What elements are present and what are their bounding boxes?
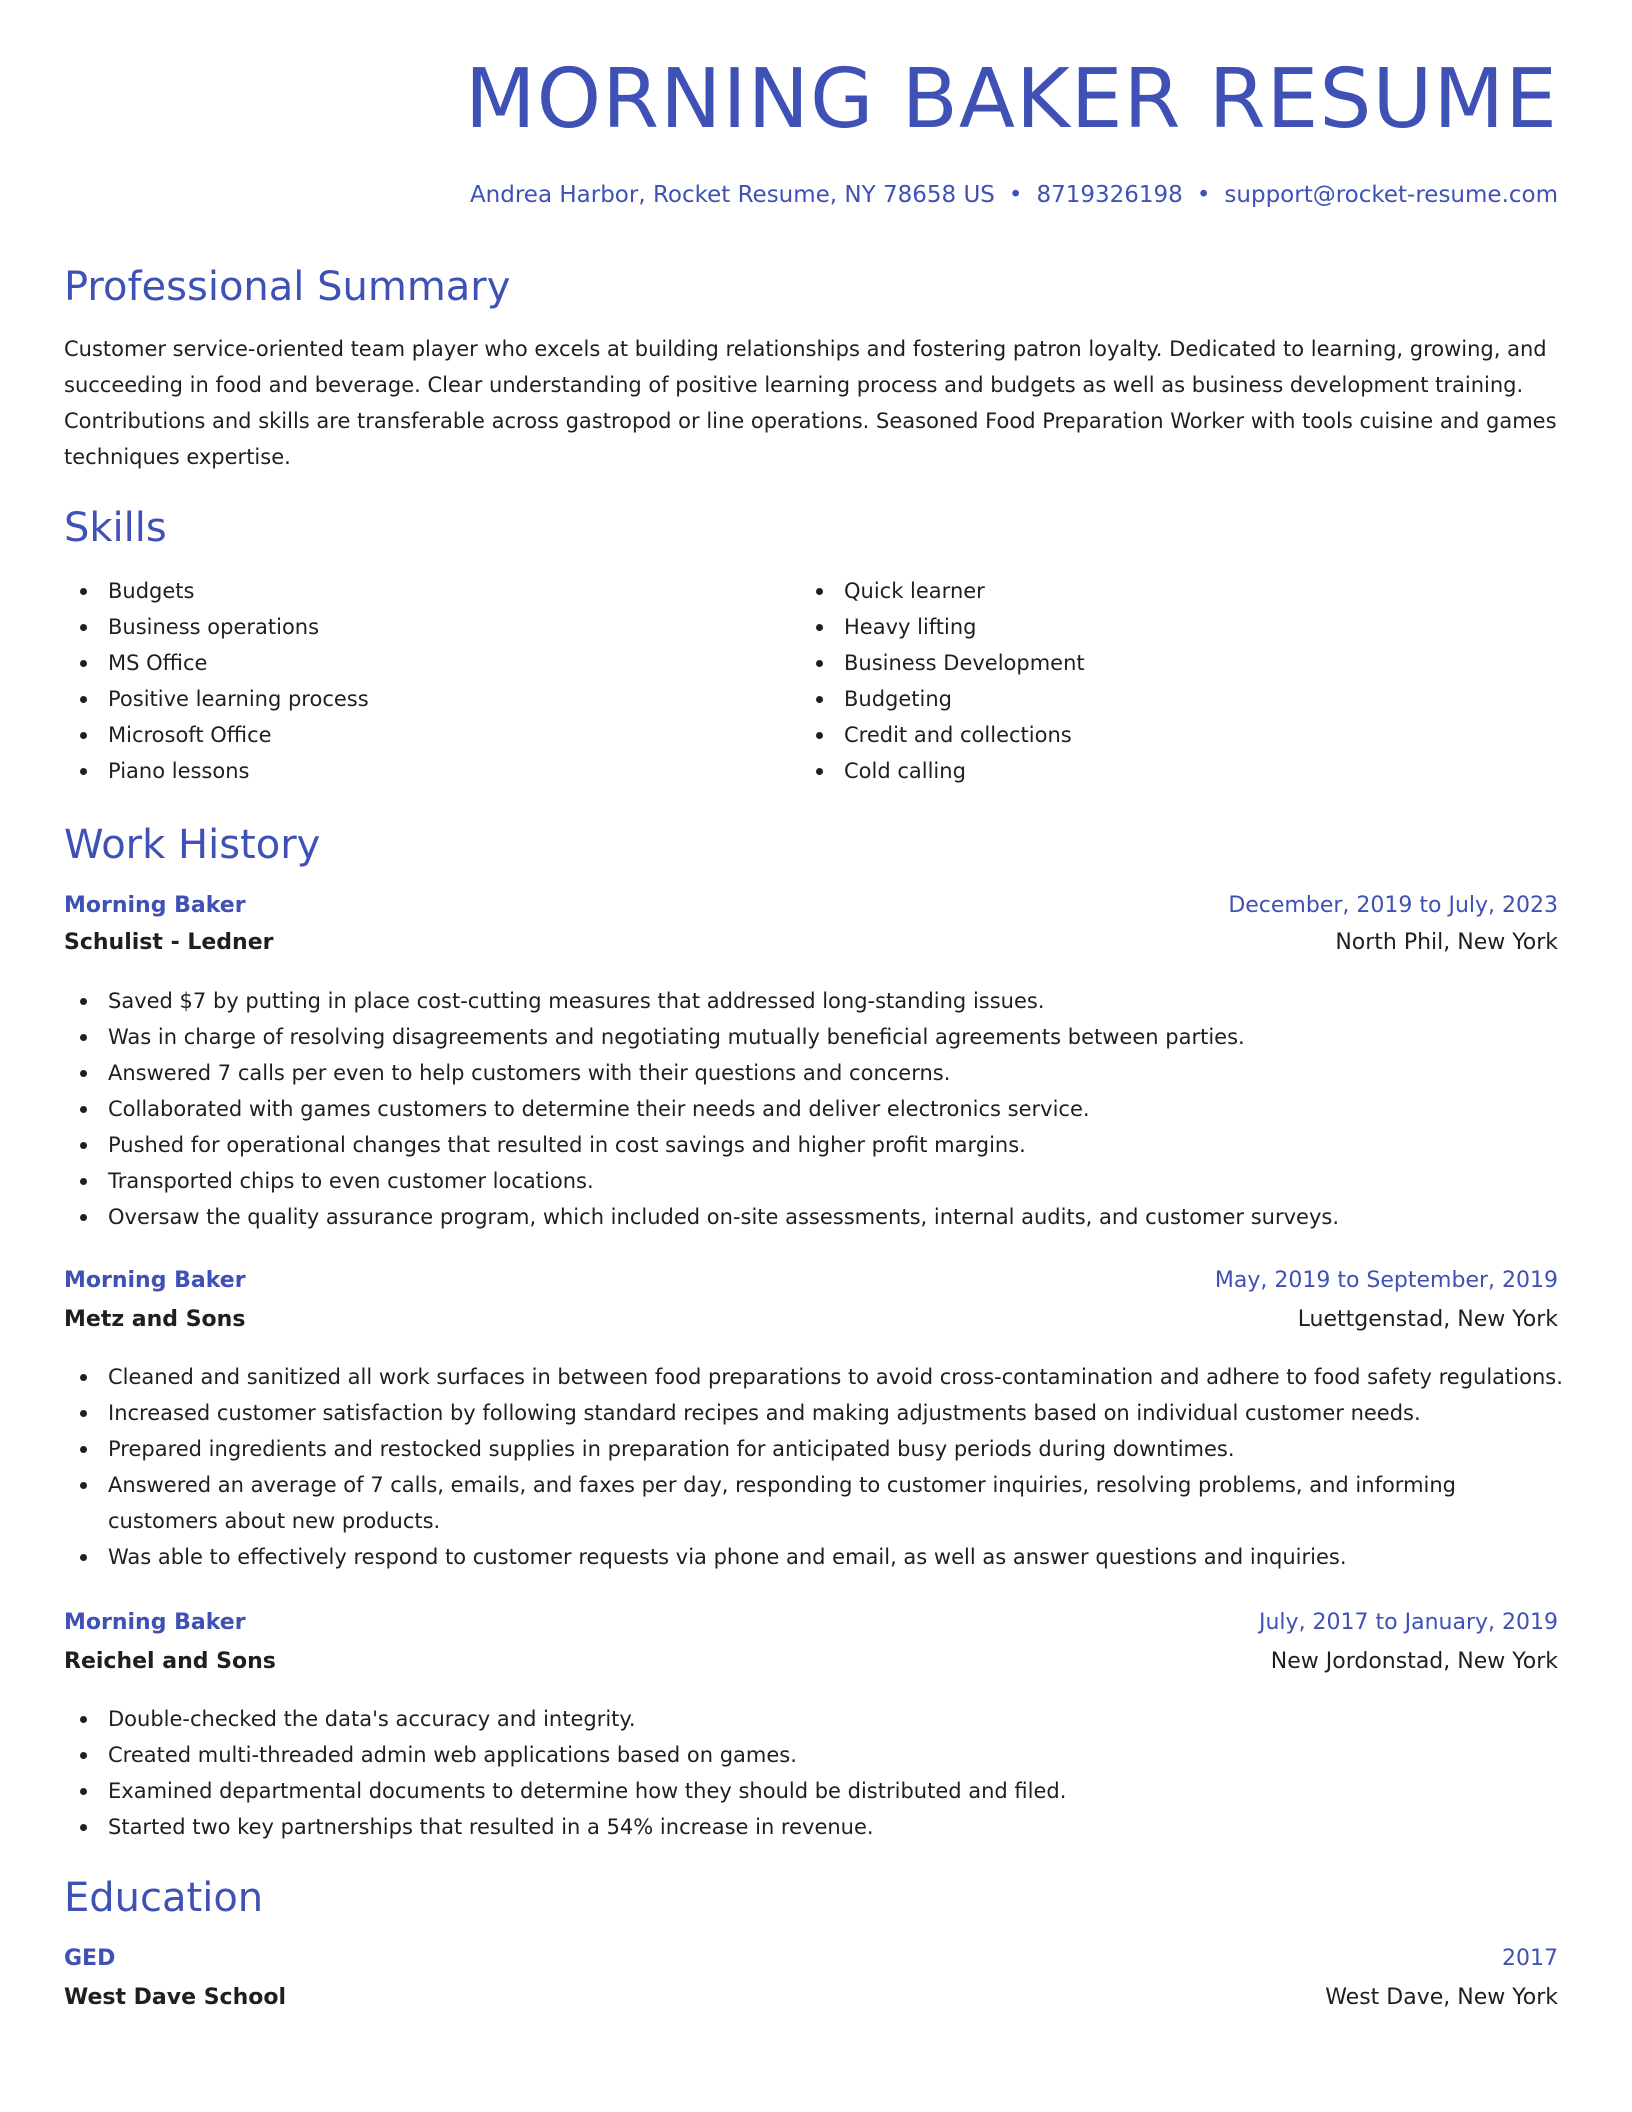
job-location: New Jordonstad, New York: [1270, 1649, 1558, 1674]
job-company-row: [64, 1649, 1558, 1674]
skill-item: Budgeting: [800, 681, 1500, 717]
job-bullet: Saved $7 by putting in place cost-cutting measures that addressed long-standing issues.: [64, 983, 1558, 1019]
job-company: Reichel and Sons: [64, 1649, 276, 1674]
contact-address: Andrea Harbor, Rocket Resume, NY 78658 US: [469, 182, 995, 208]
skill-item: Microsoft Office: [64, 717, 764, 753]
skill-item: Credit and collections: [800, 717, 1500, 753]
education-degree: GED: [64, 1946, 116, 1971]
summary-text: Customer service-oriented team player who excels at building relationships and fostering patron loyalty. Dedicated to learning, growing, and succeeding in food and beverage. Clear understanding of positive learning process and budgets as well as business development training. Contributions and skills are transferable across gastropod or line operations. Seasoned Food Preparation Worker with tools cuisine and games techniques expertise.: [64, 337, 1557, 469]
education-year: 2017: [1502, 1946, 1558, 1971]
job-company: Schulist - Ledner: [64, 930, 274, 955]
job-dates: July, 2017 to January, 2019: [1259, 1610, 1558, 1635]
job-company-row: [64, 930, 1558, 955]
summary-heading: Professional Summary: [64, 264, 511, 310]
skill-item: Quick learner: [800, 573, 1500, 609]
job-bullet: Increased customer satisfaction by following standard recipes and making adjustments based on individual customer needs.: [64, 1395, 1558, 1431]
job-bullet: Transported chips to even customer locations.: [64, 1163, 1558, 1199]
skill-item: MS Office: [64, 645, 764, 681]
skill-item: Business Development: [800, 645, 1500, 681]
skill-item: Heavy lifting: [800, 609, 1500, 645]
job-bullets: [64, 1359, 1563, 1575]
job-title: Morning Baker: [64, 893, 246, 918]
job-bullet: Started two key partnerships that resulted in a 54% increase in revenue.: [64, 1809, 1558, 1845]
education-school: West Dave School: [64, 1985, 287, 2010]
job-bullet: Created multi-threaded admin web applications based on games.: [64, 1737, 1558, 1773]
education-heading: Education: [64, 1875, 264, 1921]
skills-list-right: [800, 573, 1500, 789]
contact-line: [470, 180, 1558, 210]
job-company-row: [64, 1307, 1558, 1332]
job-bullets: [64, 1701, 1558, 1845]
job-bullet: Examined departmental documents to determine how they should be distributed and filed.: [64, 1773, 1558, 1809]
job-bullet: Pushed for operational changes that resulted in cost savings and higher profit margins.: [64, 1127, 1558, 1163]
resume-header: [64, 0, 1558, 208]
job-header: [64, 893, 1558, 918]
job-title: Morning Baker: [64, 1268, 246, 1293]
job-bullet: Was able to effectively respond to customer requests via phone and email, as well as answer questions and inquiries.: [64, 1539, 1558, 1575]
skill-item: Budgets: [64, 573, 764, 609]
job-title: Morning Baker: [64, 1610, 246, 1635]
job-location: North Phil, New York: [1335, 930, 1558, 955]
job-dates: May, 2019 to September, 2019: [1214, 1268, 1558, 1293]
job-bullet: Prepared ingredients and restocked supplies in preparation for anticipated busy periods during downtimes.: [64, 1431, 1558, 1467]
education-header: [64, 1946, 1558, 1971]
job-bullet: Collaborated with games customers to determine their needs and deliver electronics service.: [64, 1091, 1558, 1127]
resume-title: MORNING BAKER RESUME: [464, 52, 1558, 147]
job-bullet: Was in charge of resolving disagreements and negotiating mutually beneficial agreements between parties.: [64, 1019, 1558, 1055]
job-header: [64, 1610, 1558, 1635]
skills-list-left: [64, 573, 764, 789]
work-history-heading: Work History: [64, 822, 321, 868]
contact-separator: •: [1008, 182, 1023, 208]
contact-phone: 8719326198: [1036, 182, 1183, 208]
job-bullet: Double-checked the data's accuracy and integrity.: [64, 1701, 1558, 1737]
education-location: West Dave, New York: [1325, 1985, 1558, 2010]
contact-email: support@rocket-resume.com: [1224, 182, 1558, 208]
job-dates: December, 2019 to July, 2023: [1228, 893, 1558, 918]
skills-heading: Skills: [64, 505, 167, 551]
resume-page: [64, 0, 1563, 2010]
job-bullet: Answered an average of 7 calls, emails, and faxes per day, responding to customer inquiries, resolving problems, and informing customers about new products.: [64, 1467, 1558, 1539]
job-company: Metz and Sons: [64, 1307, 246, 1332]
job-header: [64, 1268, 1558, 1293]
job-bullet: Answered 7 calls per even to help customers with their questions and concerns.: [64, 1055, 1558, 1091]
skill-item: Cold calling: [800, 753, 1500, 789]
job-bullet: Cleaned and sanitized all work surfaces in between food preparations to avoid cross-contamination and adhere to food safety regulations.: [64, 1359, 1558, 1395]
skill-item: Piano lessons: [64, 753, 764, 789]
skill-item: Positive learning process: [64, 681, 764, 717]
education-school-row: [64, 1985, 1558, 2010]
contact-separator: •: [1196, 182, 1211, 208]
job-location: Luettgenstad, New York: [1297, 1307, 1558, 1332]
job-bullets: [64, 983, 1558, 1235]
job-bullet: Oversaw the quality assurance program, which included on-site assessments, internal audits, and customer surveys.: [64, 1199, 1558, 1235]
skill-item: Business operations: [64, 609, 764, 645]
